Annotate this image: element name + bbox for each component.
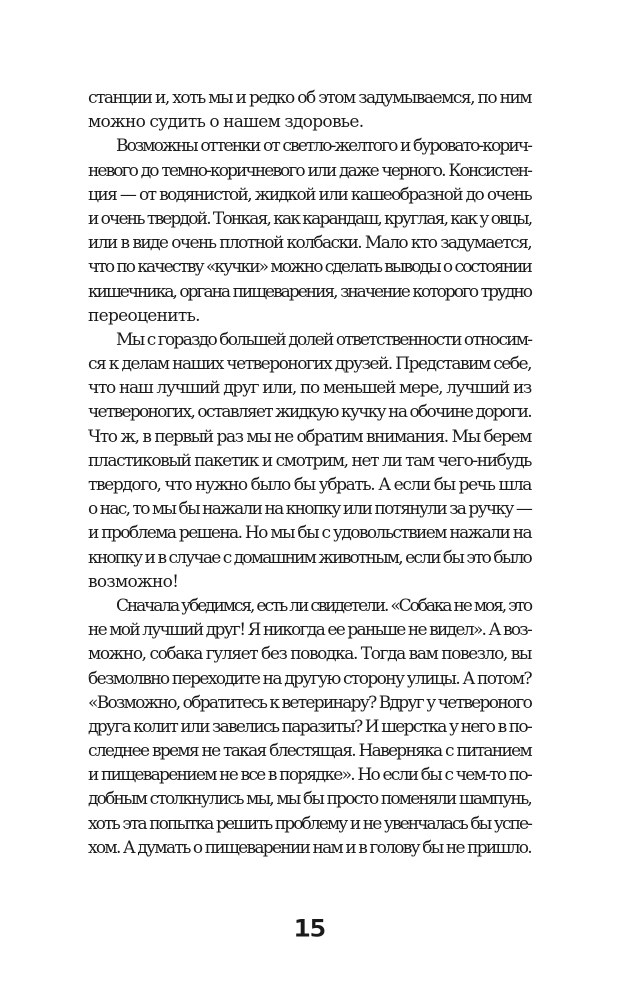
text-line: невого до темно-коричневого или даже черного. Консистен- [88, 160, 531, 181]
text-line: кнопку и в случае с домашним животным, если бы это было [88, 547, 531, 568]
text-line: или в виде очень плотной колбаски. Мало кто задумается, [88, 233, 531, 254]
text-line: и очень твердой. Тонкая, как карандаш, круглая, как у овцы, [88, 208, 532, 229]
text-line: возможно! [88, 571, 179, 592]
text-line: «Возможно, обратитесь к ветеринару? Вдруг у четвероного [88, 692, 532, 713]
text-line: пластиковый пакетик и смотрим, нет ли там чего-нибудь [88, 450, 531, 471]
text-line: Сначала убедимся, есть ли свидетели. «Собака не моя, это [116, 595, 531, 616]
text-line: безмолвно переходите на другую сторону улицы. А потом? [88, 668, 531, 689]
text-line: что по качеству «кучки» можно сделать выводы о состоянии [88, 257, 531, 278]
text-line: можно, собака гуляет без поводка. Тогда вам повезло, вы [88, 644, 531, 665]
text-line: добным столкнулись мы, мы бы просто поменяли шампунь, [88, 789, 531, 810]
text-line: и пищеварением не все в порядке». Но если бы с чем-то по- [88, 765, 531, 786]
paragraph-3 [88, 328, 531, 594]
text-line: четвероногих, оставляет жидкую кучку на обочине дороги. [88, 402, 531, 423]
text-line: и проблема решена. Но мы бы с удовольствием нажали на [88, 523, 531, 544]
page-number: 15 [293, 914, 326, 943]
page-body-text [88, 86, 531, 860]
text-line: станции и, хоть мы и редко об этом задумываемся, по ним [88, 88, 531, 108]
text-line: твердого, что нужно было бы убрать. А если бы речь шла [88, 475, 531, 495]
text-line: друга колит или завелись паразиты? И шерстка у него в по- [88, 716, 531, 737]
text-line: хоть эта попытка решить проблему и не увенчалась бы успе- [88, 813, 531, 834]
text-line: хом. А думать о пищеварении нам и в голову бы не пришло. [88, 837, 531, 858]
paragraph-1 [88, 86, 531, 134]
text-line: Возможны оттенки от светло-желтого и буровато-корич- [116, 136, 531, 157]
text-line: Мы с гораздо большей долей ответственности относим- [116, 329, 532, 350]
text-line: не мой лучший друг! Я никогда ее раньше не видел». А воз- [88, 620, 531, 641]
text-line: Что ж, в первый раз мы не обратим внимания. Мы берем [88, 426, 531, 447]
text-line: ция — от водянистой, жидкой или кашеобразной до очень [88, 184, 531, 205]
text-line: о нас, то мы бы нажали на кнопку или потянули за ручку — [88, 499, 532, 520]
paragraph-2 [88, 134, 531, 328]
text-line: ся к делам наших четвероногих друзей. Представим себе, [88, 354, 531, 375]
text-line: кишечника, органа пищеварения, значение которого трудно [88, 281, 531, 302]
paragraph-4 [88, 594, 531, 860]
text-line: что наш лучший друг или, по меньшей мере, лучший из [88, 378, 531, 399]
text-line: следнее время не такая блестящая. Наверняка с питанием [88, 741, 531, 762]
text-line: можно судить о нашем здоровье. [88, 112, 364, 133]
text-line: переоценить. [88, 305, 200, 326]
